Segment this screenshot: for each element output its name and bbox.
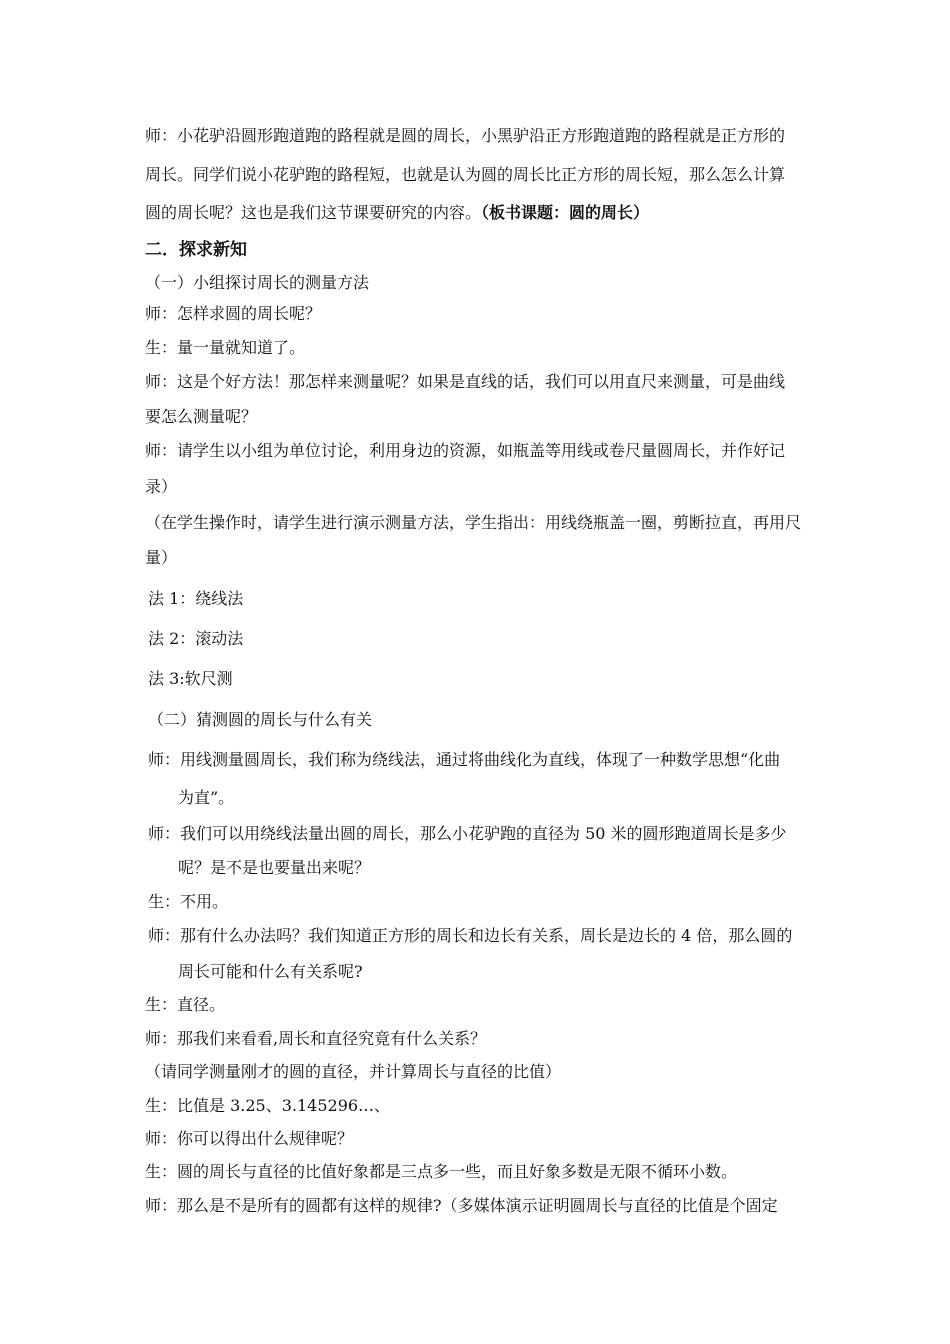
dialogue-line: 师：我们可以用绕线法量出圆的周长，那么小花驴跑的直径为 50 米的圆形跑道周长是多少 bbox=[148, 824, 787, 843]
dialogue-line: 为直”。 bbox=[178, 788, 235, 807]
dialogue-line: （在学生操作时，请学生进行演示测量方法，学生指出：用线绕瓶盖一圈，剪断拉直，再用尺 bbox=[145, 513, 802, 532]
dialogue-line: 呢？是不是也要量出来呢？ bbox=[178, 858, 371, 877]
dialogue-line: 师：这是个好方法！那怎样来测量呢？如果是直线的话，我们可以用直尺来测量，可是曲线 bbox=[145, 372, 786, 391]
dialogue-line: 生：不用。 bbox=[148, 892, 229, 911]
method-item: 法 3:软尺测 bbox=[148, 669, 233, 688]
dialogue-line: 师：那我们来看看,周长和直径究竟有什么关系？ bbox=[145, 1029, 487, 1048]
dialogue-line: （请同学测量刚才的圆的直径，并计算周长与直径的比值） bbox=[145, 1062, 562, 1081]
intro-line-1: 师：小花驴沿圆形跑道跑的路程就是圆的周长，小黑驴沿正方形跑道跑的路程就是正方形的 bbox=[145, 126, 786, 145]
dialogue-line: 生：圆的周长与直径的比值好象都是三点多一些，而且好象多数是无限不循环小数。 bbox=[145, 1162, 738, 1181]
dialogue-line: 量） bbox=[145, 548, 178, 567]
intro-line-3-text: 圆的周长呢？这也是我们这节课要研究的内容。 bbox=[145, 203, 482, 222]
dialogue-line: 生：比值是 3.25、3.145296…、 bbox=[145, 1096, 391, 1115]
dialogue-line: 生：直径。 bbox=[145, 995, 226, 1014]
dialogue-line: 师：你可以得出什么规律呢？ bbox=[145, 1129, 354, 1148]
dialogue-line: 师：用线测量圆周长，我们称为绕线法，通过将曲线化为直线，体现了一种数学思想“化曲 bbox=[148, 750, 781, 769]
dialogue-line: 师：请学生以小组为单位讨论，利用身边的资源，如瓶盖等用线或卷尺量圆周长，并作好记 bbox=[145, 441, 786, 460]
section-heading: 二．探求新知 bbox=[145, 240, 247, 260]
method-item: 法 2：滚动法 bbox=[148, 629, 244, 648]
board-title: （板书课题：圆的周长） bbox=[481, 203, 650, 222]
part2-title: （二）猜测圆的周长与什么有关 bbox=[148, 710, 373, 729]
intro-line-3 bbox=[145, 203, 649, 223]
dialogue-line: 要怎么测量呢？ bbox=[145, 407, 258, 426]
dialogue-line: 师：那么是不是所有的圆都有这样的规律?（多媒体演示证明圆周长与直径的比值是个固定 bbox=[145, 1196, 778, 1215]
method-item: 法 1：绕线法 bbox=[148, 589, 244, 608]
dialogue-line: 录） bbox=[145, 477, 178, 496]
dialogue-line: 师：那有什么办法吗？我们知道正方形的周长和边长有关系，周长是边长的 4 倍，那么圆的 bbox=[148, 926, 793, 945]
part1-title: （一）小组探讨周长的测量方法 bbox=[145, 273, 370, 292]
dialogue-line: 周长可能和什么有关系呢? bbox=[178, 962, 363, 981]
dialogue-line: 生：量一量就知道了。 bbox=[145, 338, 306, 357]
intro-line-2: 周长。同学们说小花驴跑的路程短，也就是认为圆的周长比正方形的周长短，那么怎么计算 bbox=[145, 165, 786, 184]
dialogue-line: 师：怎样求圆的周长呢？ bbox=[145, 304, 322, 323]
